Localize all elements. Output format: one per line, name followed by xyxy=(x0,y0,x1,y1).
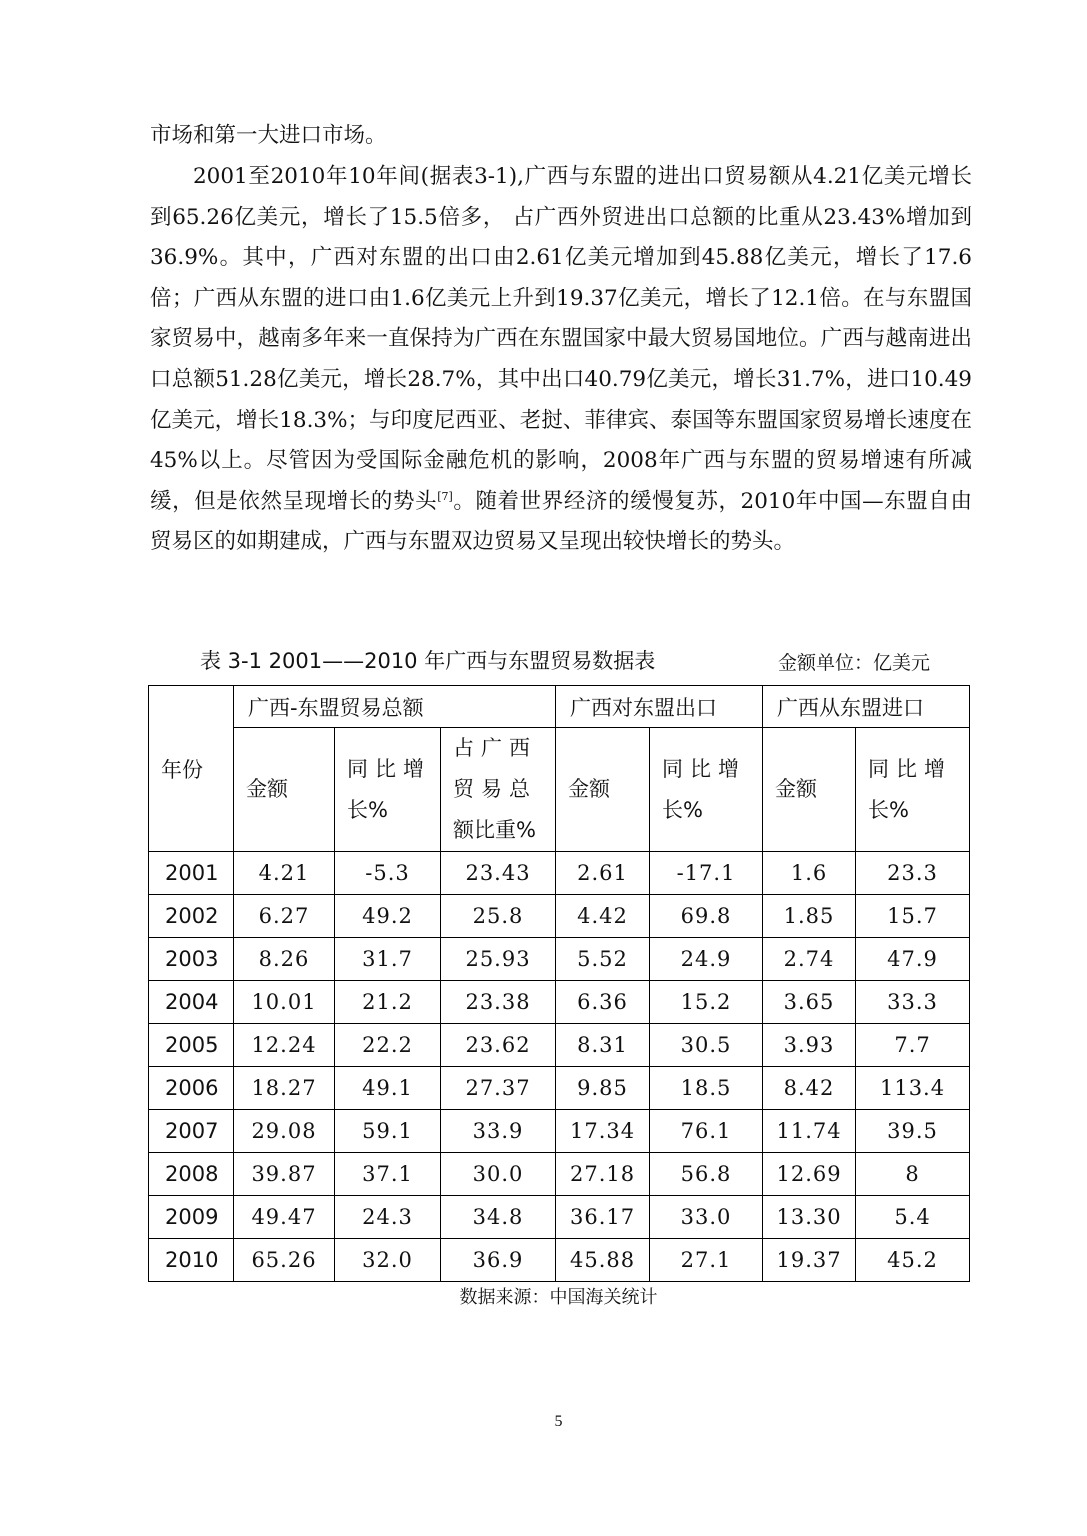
table-caption: 表 3-1 2001——2010 年广西与东盟贸易数据表 xyxy=(200,649,656,673)
trade-data-table xyxy=(148,685,970,1282)
table-row xyxy=(149,981,970,1024)
cell-year: 2003 xyxy=(149,938,234,981)
cell-share: 25.93 xyxy=(441,938,556,981)
cell-total-growth: -5.3 xyxy=(335,852,441,895)
cell-total: 6.27 xyxy=(234,895,335,938)
import-amount-header: 金额 xyxy=(763,728,856,852)
cell-import-growth: 5.4 xyxy=(856,1196,970,1239)
cell-total: 10.01 xyxy=(234,981,335,1024)
cell-year: 2009 xyxy=(149,1196,234,1239)
paragraph-continuation: 市场和第一大进口市场。 xyxy=(150,123,387,148)
page-number: 5 xyxy=(554,1413,563,1430)
cell-export: 17.34 xyxy=(556,1110,650,1153)
cell-import-growth: 23.3 xyxy=(856,852,970,895)
cell-import-growth: 15.7 xyxy=(856,895,970,938)
cell-import-growth: 33.3 xyxy=(856,981,970,1024)
cell-import: 13.30 xyxy=(763,1196,856,1239)
table-row xyxy=(149,1196,970,1239)
cell-import: 3.65 xyxy=(763,981,856,1024)
share-header: 占广西 贸易总 额比重% xyxy=(441,728,556,852)
total-amount-header: 金额 xyxy=(234,728,335,852)
cell-total: 4.21 xyxy=(234,852,335,895)
cell-export: 4.42 xyxy=(556,895,650,938)
cell-total-growth: 21.2 xyxy=(335,981,441,1024)
table-row xyxy=(149,1024,970,1067)
year-column-header: 年份 xyxy=(149,686,234,852)
cell-export: 45.88 xyxy=(556,1239,650,1282)
cell-total: 8.26 xyxy=(234,938,335,981)
cell-export-growth: 30.5 xyxy=(650,1024,763,1067)
cell-year: 2002 xyxy=(149,895,234,938)
cell-export-growth: 69.8 xyxy=(650,895,763,938)
cell-import-growth: 39.5 xyxy=(856,1110,970,1153)
citation-reference[interactable]: [7] xyxy=(437,489,453,503)
cell-import: 12.69 xyxy=(763,1153,856,1196)
paragraph-text-part2: 。随着世界经济的缓慢复苏，2010年中国—东盟自由贸易区的如期建成，广西与东盟双边贸易又呈现出较快增长的势头。 xyxy=(150,488,972,555)
table-row xyxy=(149,1067,970,1110)
export-amount-header: 金额 xyxy=(556,728,650,852)
cell-export: 5.52 xyxy=(556,938,650,981)
cell-total: 18.27 xyxy=(234,1067,335,1110)
cell-total-growth: 31.7 xyxy=(335,938,441,981)
cell-share: 30.0 xyxy=(441,1153,556,1196)
table-row xyxy=(149,1110,970,1153)
total-trade-group-header: 广西-东盟贸易总额 xyxy=(234,686,556,728)
cell-export-growth: 56.8 xyxy=(650,1153,763,1196)
table-row xyxy=(149,1239,970,1282)
cell-year: 2001 xyxy=(149,852,234,895)
cell-total-growth: 24.3 xyxy=(335,1196,441,1239)
cell-export-growth: 24.9 xyxy=(650,938,763,981)
cell-share: 23.43 xyxy=(441,852,556,895)
cell-total: 39.87 xyxy=(234,1153,335,1196)
cell-import: 3.93 xyxy=(763,1024,856,1067)
cell-import-growth: 8 xyxy=(856,1153,970,1196)
cell-export: 9.85 xyxy=(556,1067,650,1110)
cell-share: 33.9 xyxy=(441,1110,556,1153)
cell-import: 19.37 xyxy=(763,1239,856,1282)
cell-import: 11.74 xyxy=(763,1110,856,1153)
cell-import-growth: 45.2 xyxy=(856,1239,970,1282)
cell-year: 2005 xyxy=(149,1024,234,1067)
cell-export-growth: 15.2 xyxy=(650,981,763,1024)
table-row xyxy=(149,938,970,981)
table-row xyxy=(149,1153,970,1196)
cell-export: 8.31 xyxy=(556,1024,650,1067)
cell-export-growth: 27.1 xyxy=(650,1239,763,1282)
cell-year: 2004 xyxy=(149,981,234,1024)
import-growth-header: 同比增 长% xyxy=(856,728,970,852)
cell-import-growth: 7.7 xyxy=(856,1024,970,1067)
cell-share: 34.8 xyxy=(441,1196,556,1239)
table-row xyxy=(149,852,970,895)
table-row xyxy=(149,895,970,938)
cell-total-growth: 59.1 xyxy=(335,1110,441,1153)
cell-share: 36.9 xyxy=(441,1239,556,1282)
cell-total-growth: 22.2 xyxy=(335,1024,441,1067)
total-growth-header: 同比增 长% xyxy=(335,728,441,852)
cell-year: 2006 xyxy=(149,1067,234,1110)
cell-import: 1.85 xyxy=(763,895,856,938)
cell-total-growth: 32.0 xyxy=(335,1239,441,1282)
table-unit-note: 金额单位：亿美元 xyxy=(778,652,931,674)
cell-total-growth: 49.2 xyxy=(335,895,441,938)
cell-export: 36.17 xyxy=(556,1196,650,1239)
cell-total-growth: 37.1 xyxy=(335,1153,441,1196)
export-growth-header: 同比增 长% xyxy=(650,728,763,852)
cell-total: 12.24 xyxy=(234,1024,335,1067)
cell-total: 65.26 xyxy=(234,1239,335,1282)
cell-total: 29.08 xyxy=(234,1110,335,1153)
cell-export: 6.36 xyxy=(556,981,650,1024)
cell-share: 23.38 xyxy=(441,981,556,1024)
cell-share: 27.37 xyxy=(441,1067,556,1110)
cell-import: 1.6 xyxy=(763,852,856,895)
cell-share: 23.62 xyxy=(441,1024,556,1067)
cell-import: 8.42 xyxy=(763,1067,856,1110)
cell-year: 2008 xyxy=(149,1153,234,1196)
cell-export-growth: 18.5 xyxy=(650,1067,763,1110)
import-group-header: 广西从东盟进口 xyxy=(763,686,970,728)
cell-export-growth: 76.1 xyxy=(650,1110,763,1153)
paragraph-trade-summary xyxy=(150,157,972,563)
paragraph-text-part1: 2001至2010年10年间(据表3-1),广西与东盟的进出口贸易额从4.21亿美元增长到65.26亿美元，增长了15.5倍多， 占广西外贸进出口总额的比重从23.43%增加到36.9%。其中，广西对东盟的出口由2.61亿美元增加到45.88亿美元，增长了17.6倍；广西从东盟的进口由1.6亿美元上升到19.37亿美元，增长了12.1倍。在与东盟国家贸易中，越南多年来一直保持为广西在东盟国家中最大贸易国地位。广西与越南进出口总额51.28亿美元，增长28.7%，其中出口40.79亿美元，增长31.7%，进口10.49亿美元，增长18.3%；与印度尼西亚、老挝、菲律宾、泰国等东盟国家贸易增长速度在45%以上。尽管因为受国际金融危机的影响，2008年广西与东盟的贸易增速有所减缓，但是依然呈现增长的势头 xyxy=(150,164,972,514)
cell-import-growth: 47.9 xyxy=(856,938,970,981)
data-source-note: 数据来源：中国海关统计 xyxy=(459,1287,658,1308)
cell-year: 2010 xyxy=(149,1239,234,1282)
cell-export-growth: 33.0 xyxy=(650,1196,763,1239)
cell-total-growth: 49.1 xyxy=(335,1067,441,1110)
cell-import: 2.74 xyxy=(763,938,856,981)
cell-export: 2.61 xyxy=(556,852,650,895)
cell-total: 49.47 xyxy=(234,1196,335,1239)
cell-year: 2007 xyxy=(149,1110,234,1153)
cell-import-growth: 113.4 xyxy=(856,1067,970,1110)
cell-export: 27.18 xyxy=(556,1153,650,1196)
export-group-header: 广西对东盟出口 xyxy=(556,686,763,728)
cell-share: 25.8 xyxy=(441,895,556,938)
cell-export-growth: -17.1 xyxy=(650,852,763,895)
